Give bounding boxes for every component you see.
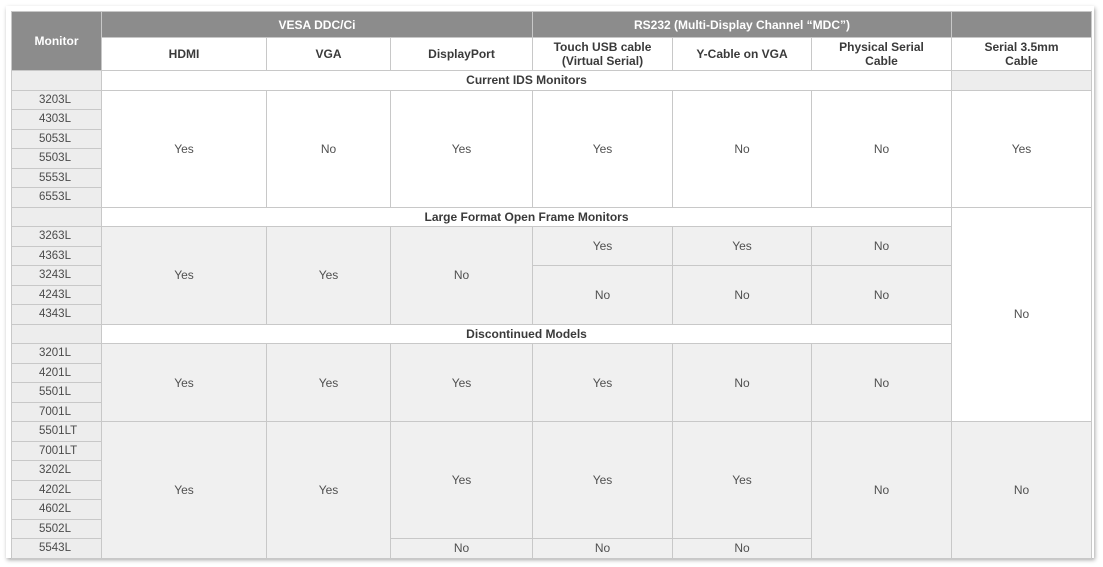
table-row bbox=[12, 227, 1092, 247]
model-cell: 5503L bbox=[12, 149, 102, 169]
header-physical-serial-line1: Physical Serial bbox=[839, 40, 924, 54]
cell-hdmi: Yes bbox=[102, 90, 267, 207]
cell-vga: Yes bbox=[267, 227, 391, 325]
header-serial-35mm-line2: Cable bbox=[1005, 54, 1038, 68]
cell-touch-usb: No bbox=[533, 539, 673, 559]
header-hdmi: HDMI bbox=[102, 38, 267, 71]
header-row-groups bbox=[12, 12, 1092, 38]
model-cell: 4303L bbox=[12, 110, 102, 130]
header-group-vesa: VESA DDC/Ci bbox=[102, 12, 533, 38]
model-cell: 6553L bbox=[12, 188, 102, 208]
header-y-cable: Y-Cable on VGA bbox=[673, 38, 812, 71]
section-row-current bbox=[12, 71, 1092, 91]
cell-displayport: Yes bbox=[391, 422, 533, 539]
model-cell: 5501LT bbox=[12, 422, 102, 442]
header-physical-serial-line2: Cable bbox=[865, 54, 898, 68]
cell-touch-usb: Yes bbox=[533, 344, 673, 422]
section-spacer bbox=[12, 324, 102, 344]
model-cell: 3202L bbox=[12, 461, 102, 481]
section-title-discontinued: Discontinued Models bbox=[102, 324, 952, 344]
header-monitor: Monitor bbox=[12, 12, 102, 71]
section-spacer bbox=[12, 71, 102, 91]
cell-displayport: Yes bbox=[391, 90, 533, 207]
cell-serial-35mm: No bbox=[952, 207, 1092, 422]
model-cell: 3243L bbox=[12, 266, 102, 286]
cell-y-cable: No bbox=[673, 266, 812, 325]
cell-touch-usb: Yes bbox=[533, 90, 673, 207]
section-row-discontinued bbox=[12, 324, 1092, 344]
cell-hdmi: Yes bbox=[102, 422, 267, 559]
cell-vga: Yes bbox=[267, 344, 391, 422]
model-cell: 5543L bbox=[12, 539, 102, 559]
section-spacer bbox=[952, 71, 1092, 91]
cell-physical-serial: No bbox=[812, 266, 952, 325]
header-group-blank bbox=[952, 12, 1092, 38]
model-cell: 5501L bbox=[12, 383, 102, 403]
header-group-rs232: RS232 (Multi-Display Channel “MDC”) bbox=[533, 12, 952, 38]
header-serial-35mm-line1: Serial 3.5mm bbox=[984, 40, 1059, 54]
model-cell: 7001LT bbox=[12, 441, 102, 461]
table-row bbox=[12, 344, 1092, 364]
model-cell: 5553L bbox=[12, 168, 102, 188]
cell-physical-serial: No bbox=[812, 227, 952, 266]
model-cell: 3203L bbox=[12, 90, 102, 110]
compatibility-table bbox=[11, 11, 1092, 559]
header-displayport: DisplayPort bbox=[391, 38, 533, 71]
cell-touch-usb: No bbox=[533, 266, 673, 325]
cell-y-cable: Yes bbox=[673, 422, 812, 539]
cell-displayport: Yes bbox=[391, 344, 533, 422]
model-cell: 5502L bbox=[12, 519, 102, 539]
cell-hdmi: Yes bbox=[102, 344, 267, 422]
section-title-open-frame: Large Format Open Frame Monitors bbox=[102, 207, 952, 227]
model-cell: 4202L bbox=[12, 480, 102, 500]
header-row-columns bbox=[12, 38, 1092, 71]
cell-y-cable: No bbox=[673, 344, 812, 422]
table-row bbox=[12, 422, 1092, 442]
model-cell: 4243L bbox=[12, 285, 102, 305]
cell-physical-serial: No bbox=[812, 90, 952, 207]
cell-serial-35mm: Yes bbox=[952, 90, 1092, 207]
cell-vga: No bbox=[267, 90, 391, 207]
cell-physical-serial: No bbox=[812, 422, 952, 559]
header-serial-35mm bbox=[952, 38, 1092, 71]
cell-vga: Yes bbox=[267, 422, 391, 559]
header-touch-usb bbox=[533, 38, 673, 71]
header-touch-usb-line2: (Virtual Serial) bbox=[561, 54, 644, 68]
model-cell: 4343L bbox=[12, 305, 102, 325]
header-touch-usb-line1: Touch USB cable bbox=[553, 40, 652, 54]
header-vga: VGA bbox=[267, 38, 391, 71]
model-cell: 4363L bbox=[12, 246, 102, 266]
cell-y-cable: Yes bbox=[673, 227, 812, 266]
cell-hdmi: Yes bbox=[102, 227, 267, 325]
model-cell: 4602L bbox=[12, 500, 102, 520]
model-cell: 7001L bbox=[12, 402, 102, 422]
cell-physical-serial: No bbox=[812, 344, 952, 422]
cell-displayport: No bbox=[391, 227, 533, 325]
cell-y-cable: No bbox=[673, 539, 812, 559]
table-row bbox=[12, 90, 1092, 110]
model-cell: 5053L bbox=[12, 129, 102, 149]
table-frame bbox=[6, 6, 1094, 558]
header-physical-serial bbox=[812, 38, 952, 71]
section-title-current: Current IDS Monitors bbox=[102, 71, 952, 91]
section-row-open-frame bbox=[12, 207, 1092, 227]
model-cell: 3201L bbox=[12, 344, 102, 364]
section-spacer bbox=[12, 207, 102, 227]
cell-touch-usb: Yes bbox=[533, 422, 673, 539]
cell-serial-35mm: No bbox=[952, 422, 1092, 559]
model-cell: 4201L bbox=[12, 363, 102, 383]
cell-touch-usb: Yes bbox=[533, 227, 673, 266]
model-cell: 3263L bbox=[12, 227, 102, 247]
cell-y-cable: No bbox=[673, 90, 812, 207]
cell-displayport: No bbox=[391, 539, 533, 559]
